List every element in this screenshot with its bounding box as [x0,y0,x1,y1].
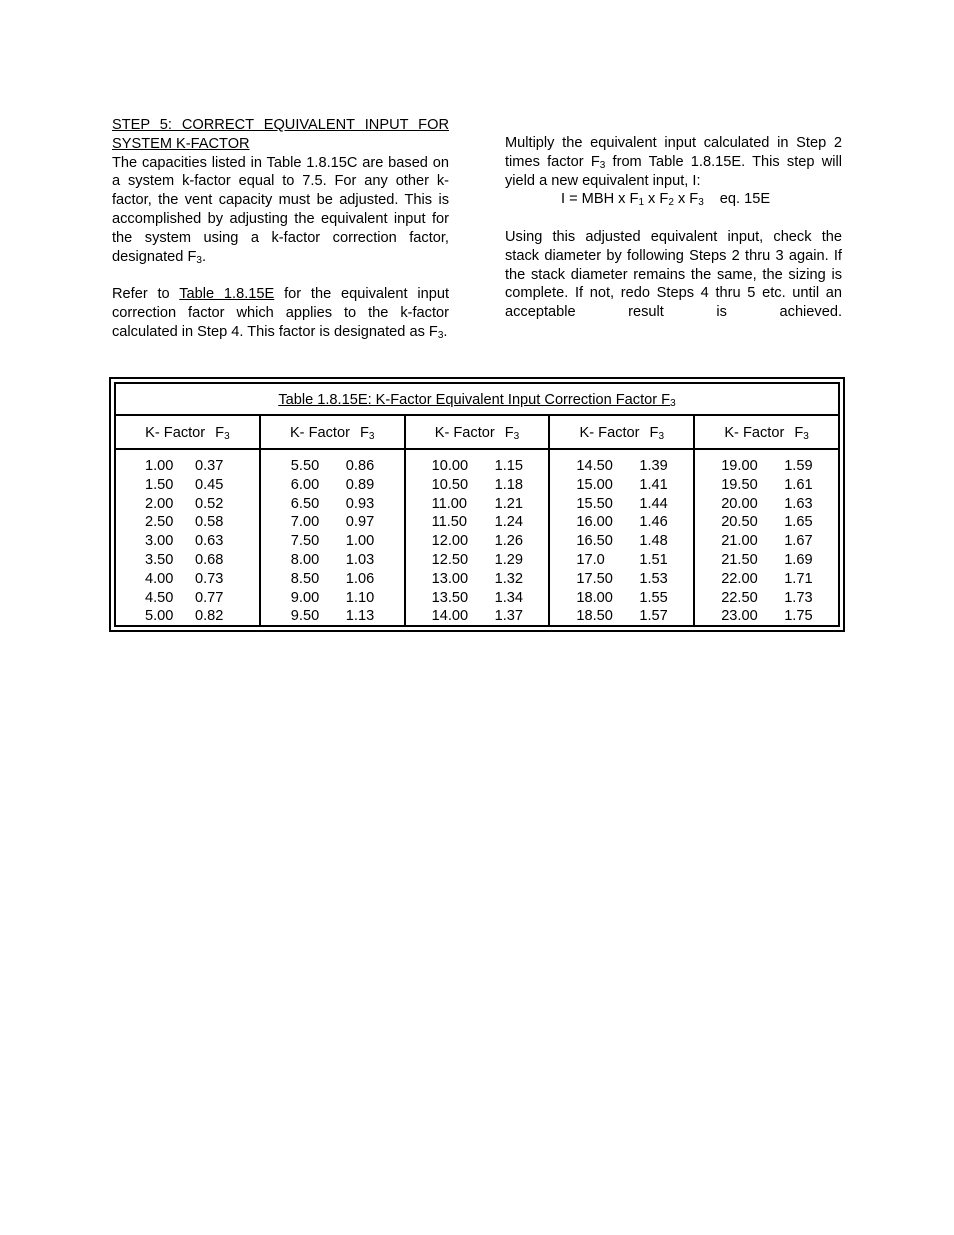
table-column-body [116,450,259,626]
table-row [145,476,259,495]
k-factor-value: 16.50 [576,533,613,550]
table-row [432,495,549,514]
table-row [291,457,404,476]
f3-value: 1.65 [784,514,813,531]
k-factor-value: 16.00 [576,514,613,531]
table-row [432,551,549,570]
k-factor-value: 11.50 [431,514,468,531]
f3-value: 1.53 [639,570,668,587]
table-column-3 [406,416,551,625]
table-row [291,570,404,589]
table-row [576,607,693,626]
f3-value: 1.73 [784,589,813,606]
k-factor-value: 15.00 [576,476,613,493]
f3-value: 1.29 [494,551,523,568]
equation-part-a: I = MBH x F [561,191,639,208]
table-row [576,495,693,514]
k-factor-value: 5.00 [145,608,174,625]
table-row [576,457,693,476]
header-f: F [794,425,804,441]
f3-value: 1.37 [494,608,523,625]
k-factor-value: 14.50 [576,458,613,474]
f3-value: 0.63 [195,533,224,550]
step-5-heading-line2-wrap [112,135,449,154]
para2-subscript: 3 [437,329,444,341]
f3-value: 1.15 [494,458,523,474]
f3-value: 0.86 [345,458,375,474]
k-factor-value: 17.50 [576,570,613,587]
k-factor-value: 10.00 [431,458,469,474]
k-factor-value: 12.50 [431,551,469,568]
f3-value: 1.41 [639,476,668,493]
table-row [721,589,838,608]
table-row [721,495,838,514]
f3-value: 1.48 [639,533,668,550]
para1-subscript: 3 [196,254,202,266]
header-f: F [649,425,659,441]
f3-value: 1.63 [784,495,813,512]
table-row [721,570,838,589]
table-column-1 [116,416,261,625]
k-factor-value: 11.00 [431,495,468,512]
k-factor-value: 3.00 [145,533,174,550]
step-5-paragraph-2 [112,285,449,341]
table-row [432,607,549,626]
para1-text: The capacities listed in Table 1.8.15C are based on a system k-factor equal to 7.5. For any other k-factor, the vent capacity must be adjusted. This is accomplished by adjusting the equivalent input for the system using a k-factor correction factor, designated F [112,154,449,265]
f3-value: 1.18 [494,476,523,493]
f3-value: 0.97 [345,514,375,531]
para2-text-start: Refer to [112,286,180,303]
f3-value: 1.03 [345,551,375,568]
multiply-text-start: Multiply the equivalent input calculated in Step 2 times factor F [505,135,842,170]
header-k-factor: K- Factor [724,425,785,441]
table-column-4 [550,416,695,625]
f3-value: 1.51 [639,551,668,568]
k-factor-value: 3.50 [145,551,174,568]
f3-value: 0.45 [195,476,224,493]
equation-label: eq. 15E [719,191,771,208]
header-f3 [505,425,519,441]
f3-value: 0.89 [345,476,375,493]
table-row [291,589,404,608]
f3-value: 1.21 [494,495,523,512]
table-row [291,476,404,495]
k-factor-value: 19.00 [721,458,758,474]
table-column-body [406,450,549,626]
table-row [145,513,259,532]
table-row [432,457,549,476]
header-k-factor: K- Factor [289,425,350,441]
f3-value: 1.06 [345,570,375,587]
table-row [721,476,838,495]
table-row [145,532,259,551]
k-factor-table [109,377,845,632]
k-factor-value: 7.50 [290,533,320,550]
k-factor-value: 21.00 [721,533,758,550]
k-factor-value: 8.50 [290,570,320,587]
paragraph-gap [505,209,842,228]
table-row [145,495,259,514]
k-factor-value: 7.00 [290,514,320,531]
k-factor-value: 15.50 [576,495,613,512]
header-f3 [794,425,808,441]
table-row [721,532,838,551]
f3-value: 0.37 [195,458,224,474]
table-column-header [261,416,404,450]
k-factor-value: 18.50 [576,608,613,625]
table-row [721,607,838,626]
f3-value: 1.46 [639,514,668,531]
table-row [576,532,693,551]
f3-value: 1.10 [345,589,375,606]
k-factor-value: 9.50 [290,608,320,625]
k-factor-value: 19.50 [721,476,758,493]
f3-value: 1.24 [494,514,523,531]
k-factor-value: 13.50 [431,589,469,606]
f3-value: 1.44 [639,495,668,512]
table-row [145,457,259,476]
k-factor-value: 23.00 [721,608,758,625]
table-row [291,532,404,551]
f3-value: 1.39 [639,458,668,474]
multiply-subscript: 3 [599,159,606,171]
header-k-factor: K- Factor [434,425,495,441]
f3-value: 1.55 [639,589,668,606]
f3-value: 1.75 [784,608,813,625]
equation-sub-3: 3 [698,197,704,209]
header-f-subscript: 3 [513,431,520,442]
k-factor-table-inner [114,382,840,627]
header-f: F [215,425,225,441]
k-factor-value: 22.00 [721,570,758,587]
header-f: F [504,425,514,441]
table-column-header [695,416,838,450]
equation-sub-1: 1 [638,197,644,209]
para2-text-middle: for the equivalent input correction factor which applies to the k-factor calculated in Step 4. This factor is designated as F [112,286,450,340]
k-factor-value: 2.50 [145,514,174,531]
k-factor-value: 14.00 [431,608,469,625]
table-columns [116,416,838,625]
f3-value: 0.93 [345,495,375,512]
f3-value: 1.71 [784,570,813,587]
equation-sub-2: 2 [668,197,674,209]
table-row [432,589,549,608]
step-5-heading-line2: SYSTEM K-FACTOR [112,135,250,152]
multiply-text-end: from Table 1.8.15E. This step will yield a new equivalent input, I: [505,153,842,189]
multiply-paragraph [505,134,842,190]
para1-end: . [201,248,207,265]
equation-part-b: x F [644,191,669,208]
header-f3 [650,425,664,441]
header-f3 [360,425,374,441]
table-title [116,384,838,416]
adjusted-input-paragraph: Using this adjusted equivalent input, check the stack diameter by following Steps 2 thru 3 again. If the stack diameter remains the same, the sizing is complete. If not, redo Steps 4 thru 5 etc. until an acceptable result is achieved. [505,228,842,321]
f3-value: 1.00 [345,533,375,550]
header-f3 [215,425,229,441]
right-text-column [505,134,842,322]
table-column-5 [695,416,838,625]
table-column-header [550,416,693,450]
step-5-heading-line1: STEP 5: CORRECT EQUIVALENT INPUT FOR [112,117,449,133]
k-factor-value: 6.50 [290,495,320,512]
header-f-subscript: 3 [224,431,230,442]
table-column-2 [261,416,406,625]
k-factor-value: 18.00 [576,589,613,606]
table-title-subscript: 3 [670,398,676,409]
f3-value: 0.52 [195,495,224,512]
f3-value: 1.26 [494,533,523,550]
f3-value: 0.77 [195,589,224,606]
header-f-subscript: 3 [658,431,665,442]
f3-value: 1.67 [784,533,813,550]
k-factor-value: 8.00 [290,551,320,568]
table-row [145,551,259,570]
para2-end: . [443,323,448,340]
table-title-text [278,392,675,408]
table-row [291,551,404,570]
table-column-body [550,450,693,626]
table-row [576,570,693,589]
table-row [721,513,838,532]
table-column-header [406,416,549,450]
table-row [291,513,404,532]
table-row [145,589,259,608]
header-k-factor: K- Factor [579,425,640,441]
f3-value: 1.69 [784,551,813,568]
k-factor-value: 2.00 [145,495,174,512]
f3-value: 1.57 [639,608,668,625]
header-k-factor: K- Factor [145,425,206,441]
table-row [145,570,259,589]
k-factor-value: 4.00 [145,570,174,587]
table-column-header [116,416,259,450]
table-row [721,457,838,476]
k-factor-value: 6.00 [290,476,320,493]
table-row [291,495,404,514]
k-factor-value: 5.50 [290,458,320,474]
f3-value: 1.34 [494,589,523,606]
table-reference-link[interactable]: Table 1.8.15E [179,286,275,303]
k-factor-value: 1.50 [145,476,174,493]
k-factor-value: 17.0 [576,551,605,568]
k-factor-value: 4.50 [145,589,174,606]
header-f-subscript: 3 [803,431,809,442]
k-factor-value: 1.00 [145,458,174,474]
equation-part-c: x F [673,191,699,208]
k-factor-value: 10.50 [431,476,469,493]
table-row [291,607,404,626]
k-factor-value: 13.00 [431,570,469,587]
k-factor-value: 12.00 [431,533,469,550]
f3-value: 0.82 [195,608,224,625]
f3-value: 1.13 [345,608,375,625]
table-row [576,476,693,495]
f3-value: 1.61 [784,476,813,493]
f3-value: 1.32 [494,570,523,587]
table-row [432,513,549,532]
table-column-body [695,450,838,626]
paragraph-gap [112,266,449,285]
table-row [721,551,838,570]
left-text-column [112,116,449,342]
table-row [432,476,549,495]
table-row [432,570,549,589]
table-column-body [261,450,404,626]
table-row [145,607,259,626]
header-f: F [359,425,369,441]
k-factor-value: 20.00 [721,495,758,512]
k-factor-value: 21.50 [721,551,758,568]
header-f-subscript: 3 [368,431,375,442]
table-row [576,551,693,570]
f3-value: 0.58 [195,514,224,531]
f3-value: 0.73 [195,570,224,587]
step-5-paragraph-1 [112,154,449,267]
table-row [576,513,693,532]
k-factor-value: 9.00 [290,589,320,606]
f3-value: 1.59 [784,458,813,474]
table-row [576,589,693,608]
k-factor-value: 22.50 [721,589,758,606]
equation-15e [505,190,842,209]
step-5-heading [112,116,449,135]
k-factor-value: 20.50 [721,514,758,531]
table-row [432,532,549,551]
table-title-main: Table 1.8.15E: K-Factor Equivalent Input Correction Factor F [278,392,671,408]
f3-value: 0.68 [195,551,224,568]
